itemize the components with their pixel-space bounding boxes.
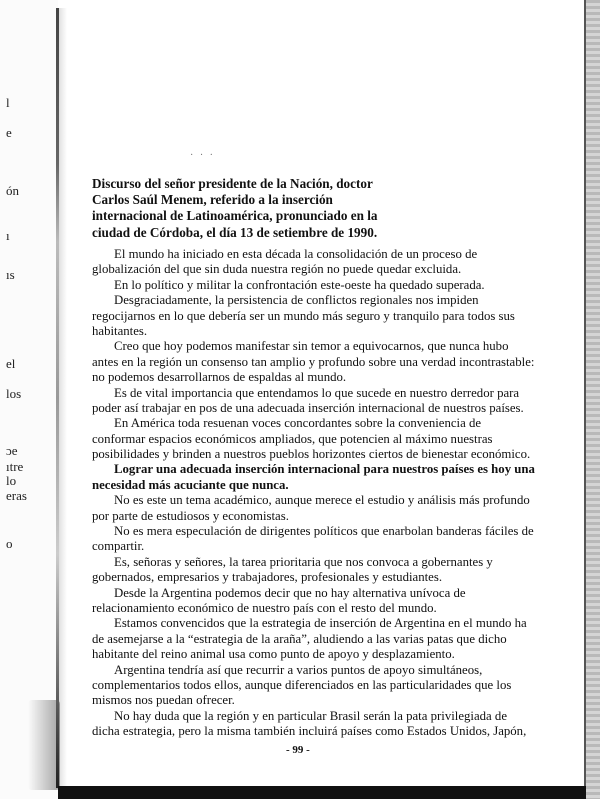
body-line: No es mera especulación de dirigentes políticos que enarbolan banderas fáciles de <box>114 524 534 539</box>
left-fragment: el <box>6 356 16 371</box>
body-line: antes en la región un consenso tan amplio y profundo sobre una verdad incontrastable: <box>92 354 535 369</box>
body-line: regocijarnos en lo que debería ser un mundo más seguro y tranquilo para todos sus <box>92 308 515 323</box>
right-edge-line <box>584 0 586 799</box>
body-line: por parte de estudiosos y economistas. <box>92 508 289 523</box>
body-line: complementarios todos ellos, aunque diferenciados en las particularidades que los <box>92 677 512 692</box>
speech-heading <box>92 176 392 241</box>
body-line: no podemos desarrollarnos de espaldas al mundo. <box>92 370 347 385</box>
body-line: habitantes. <box>92 323 148 338</box>
page-number: - 99 - <box>286 744 310 756</box>
left-fragment: los <box>6 386 22 401</box>
body-line-emphasis: Lograr una adecuada inserción internacional para nuestros países es hoy una <box>114 462 535 477</box>
body-line-emphasis: necesidad más acuciante que nunca. <box>92 477 289 492</box>
body-line: Argentina tendría así que recurrir a varios puntos de apoyo simultáneos, <box>114 662 483 677</box>
left-fragment: l <box>6 95 10 110</box>
left-fragment: lo <box>6 473 17 488</box>
bottom-scan-bar <box>58 786 586 799</box>
binding-shadow <box>59 8 67 788</box>
body-line: En América toda resuenan voces concordantes sobre la conveniencia de <box>114 416 482 431</box>
body-line: Desde la Argentina podemos decir que no hay alternativa unívoca de <box>114 585 466 600</box>
body-line: No es este un tema académico, aunque merece el estudio y análisis más profundo <box>114 493 530 508</box>
heading-line: ciudad de Córdoba, el día 13 de setiembre de 1990. <box>92 224 378 240</box>
body-line: conformar espacios económicos ampliados, que potencien al máximo nuestras <box>92 431 493 446</box>
body-line: El mundo ha iniciado en esta década la consolidación de un proceso de <box>114 247 478 261</box>
left-fragment: ɔe <box>6 443 18 458</box>
body-line: relacionamiento económico de nuestro país con el resto del mundo. <box>92 600 437 615</box>
heading-line: Discurso del señor presidente de la Nación, doctor <box>92 176 373 191</box>
left-fragment: ıs <box>6 267 15 282</box>
heading-line: Carlos Saúl Menem, referido a la inserción <box>92 192 333 208</box>
left-fragment: e <box>6 125 12 140</box>
body-line: Es de vital importancia que entendamos lo que sucede en nuestro derredor para <box>114 385 520 400</box>
body-line: Es, señoras y señores, la tarea prioritaria que nos convoca a gobernantes y <box>114 554 493 569</box>
body-line: En lo político y militar la confrontación este-oeste ha quedado superada. <box>114 277 485 292</box>
left-fragment: eras <box>6 488 27 503</box>
body-line: dicha estrategia, pero la misma también incluirá países como Estados Unidos, Japón, <box>92 724 527 739</box>
left-fragment: ıtre <box>6 459 24 474</box>
left-fragment: ón <box>6 183 19 198</box>
body-line: compartir. <box>92 539 145 554</box>
left-fragment: o <box>6 536 13 551</box>
body-line: globalización del que sin duda nuestra región no puede quedar excluida. <box>92 262 462 277</box>
body-line: mismos nos puedan ofrecer. <box>92 693 235 708</box>
body-line: No hay duda que la región y en particular Brasil serán la pata privilegiada de <box>114 708 507 723</box>
body-line: gobernados, empresarios y trabajadores, profesionales y estudiantes. <box>92 570 443 585</box>
body-line: posibilidades y brinden a nuestros pueblos horizontes ciertos de bienestar económico. <box>92 447 531 462</box>
body-line: Estamos convencidos que la estrategia de inserción de Argentina en el mundo ha <box>114 616 527 631</box>
speech-body <box>92 247 535 740</box>
body-line: Creo que hoy podemos manifestar sin temor a equivocarnos, que nunca hubo <box>114 339 509 354</box>
body-line: habitante del reino animal usa como punto de apoyo y desplazamiento. <box>92 647 455 662</box>
body-line: Desgraciadamente, la persistencia de conflictos regionales nos impiden <box>114 293 479 308</box>
left-fragment: ı <box>6 228 10 243</box>
right-page-edge <box>586 0 600 799</box>
heading-line: internacional de Latinoamérica, pronunciado en la <box>92 208 378 224</box>
decorative-mark: · · · <box>190 150 215 161</box>
body-line: de asemejarse a la “estrategia de la araña”, aludiendo a las varias patas que dicho <box>92 631 507 646</box>
body-line: poder así trabajar en pos de una adecuada inserción internacional de nuestros países. <box>92 400 524 415</box>
